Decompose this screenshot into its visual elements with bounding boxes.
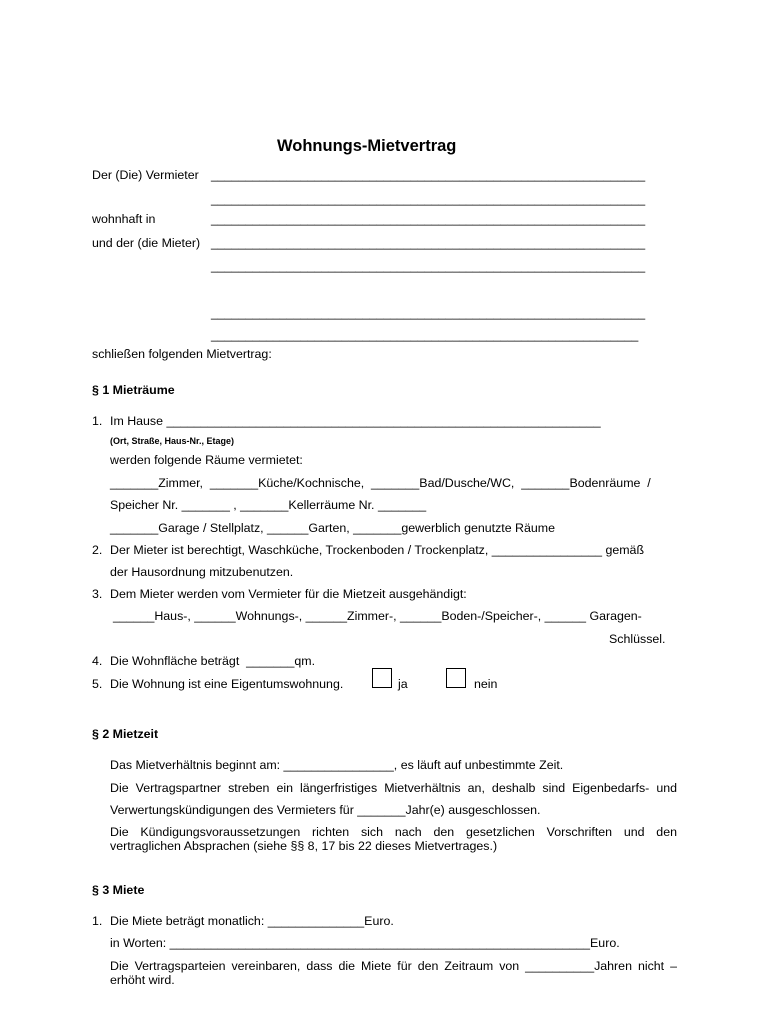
s1-item-2-number: 2. — [92, 543, 103, 557]
s3-item-1-line-4: erhöht wird. — [110, 973, 175, 987]
s2-paragraph-3-line-2: vertraglichen Absprachen (siehe §§ 8, 17 bis 22 dieses Mietvertrages.) — [110, 839, 498, 853]
s3-item-1-number: 1. — [92, 914, 103, 928]
s1-item-4-number: 4. — [92, 654, 103, 668]
s1-item-1-line-3: _______Zimmer, _______Küche/Kochnische, _______Bad/Dusche/WC, _______Bodenräume / — [110, 476, 651, 490]
s1-item-5-number: 5. — [92, 677, 103, 691]
s3-item-1-line-3: Die Vertragsparteien vereinbaren, dass die Miete für den Zeitraum von __________Jahren nicht – — [110, 959, 677, 973]
ja-checkbox[interactable] — [372, 668, 392, 688]
mieter-line-2: _______________________________________________________________ — [211, 259, 646, 273]
vermieter-line-2: _______________________________________________________________ — [211, 192, 646, 206]
s1-item-1-line-5: _______Garage / Stellplatz, ______Garten, _______gewerblich genutzte Räume — [110, 521, 555, 535]
mieter-label: und der (die Mieter) — [92, 236, 201, 250]
vermieter-line-1: _______________________________________________________________ — [211, 168, 646, 182]
s1-item-3-text: Dem Mieter werden vom Vermieter für die Mietzeit ausgehändigt: — [110, 587, 467, 601]
s2-paragraph-3-line-1: Die Kündigungsvoraussetzungen richten sich nach den gesetzlichen Vorschriften und den — [110, 825, 677, 839]
wohnhaft-line: _______________________________________________________________ — [211, 212, 646, 226]
s1-item-1-line-2: werden folgende Räume vermietet: — [110, 453, 303, 467]
s2-paragraph-2-line-1: Die Vertragspartner streben ein längerfristiges Mietverhältnis an, deshalb sind Eigenbedarfs- und — [110, 781, 677, 795]
s3-item-1-line-2: in Worten: _____________________________________________________________Euro. — [110, 936, 620, 950]
section-1-heading: § 1 Mieträume — [92, 383, 175, 397]
document-title: Wohnungs-Mietvertrag — [277, 137, 457, 155]
s3-item-1-text: Die Miete beträgt monatlich: ______________Euro. — [110, 914, 394, 928]
section-2-heading: § 2 Mietzeit — [92, 727, 159, 741]
s1-item-2-text: Der Mieter ist berechtigt, Waschküche, Trockenboden / Trockenplatz, ________________ gemäß — [110, 543, 645, 557]
s1-item-1-number: 1. — [92, 414, 103, 428]
wohnhaft-label: wohnhaft in — [92, 212, 156, 226]
closing-text: schließen folgenden Mietvertrag: — [92, 347, 272, 361]
s1-item-3-number: 3. — [92, 587, 103, 601]
s1-item-3-line-3: Schlüssel. — [609, 632, 666, 646]
s1-item-4-text: Die Wohnfläche beträgt _______qm. — [110, 654, 316, 668]
nein-label: nein — [474, 677, 498, 691]
s1-item-5-text: Die Wohnung ist eine Eigentumswohnung. — [110, 677, 344, 691]
nein-checkbox[interactable] — [446, 668, 466, 688]
s1-item-1-text: Im Hause _______________________________________________________________ — [110, 414, 601, 428]
s1-item-3-line-2: ______Haus-, ______Wohnungs-, ______Zimmer-, ______Boden-/Speicher-, ______ Garagen- — [113, 609, 642, 623]
s1-item-1-hint: (Ort, Straße, Haus-Nr., Etage) — [110, 436, 235, 446]
s2-paragraph-2-line-2: Verwertungskündigungen des Vermieters für _______Jahr(e) ausgeschlossen. — [110, 803, 541, 817]
section-3-heading: § 3 Miete — [92, 883, 145, 897]
s1-item-2-line-2: der Hausordnung mitzubenutzen. — [110, 565, 294, 579]
s2-paragraph-1: Das Mietverhältnis beginnt am: ________________, es läuft auf unbestimmte Zeit. — [110, 758, 564, 772]
mieter-line-4: ______________________________________________________________ — [211, 328, 639, 342]
vermieter-label: Der (Die) Vermieter — [92, 168, 199, 182]
s1-item-1-line-4: Speicher Nr. _______ , _______Kellerräume Nr. _______ — [110, 498, 427, 512]
mieter-line-1: _______________________________________________________________ — [211, 236, 646, 250]
mieter-line-3: _______________________________________________________________ — [211, 306, 646, 320]
ja-label: ja — [398, 677, 408, 691]
